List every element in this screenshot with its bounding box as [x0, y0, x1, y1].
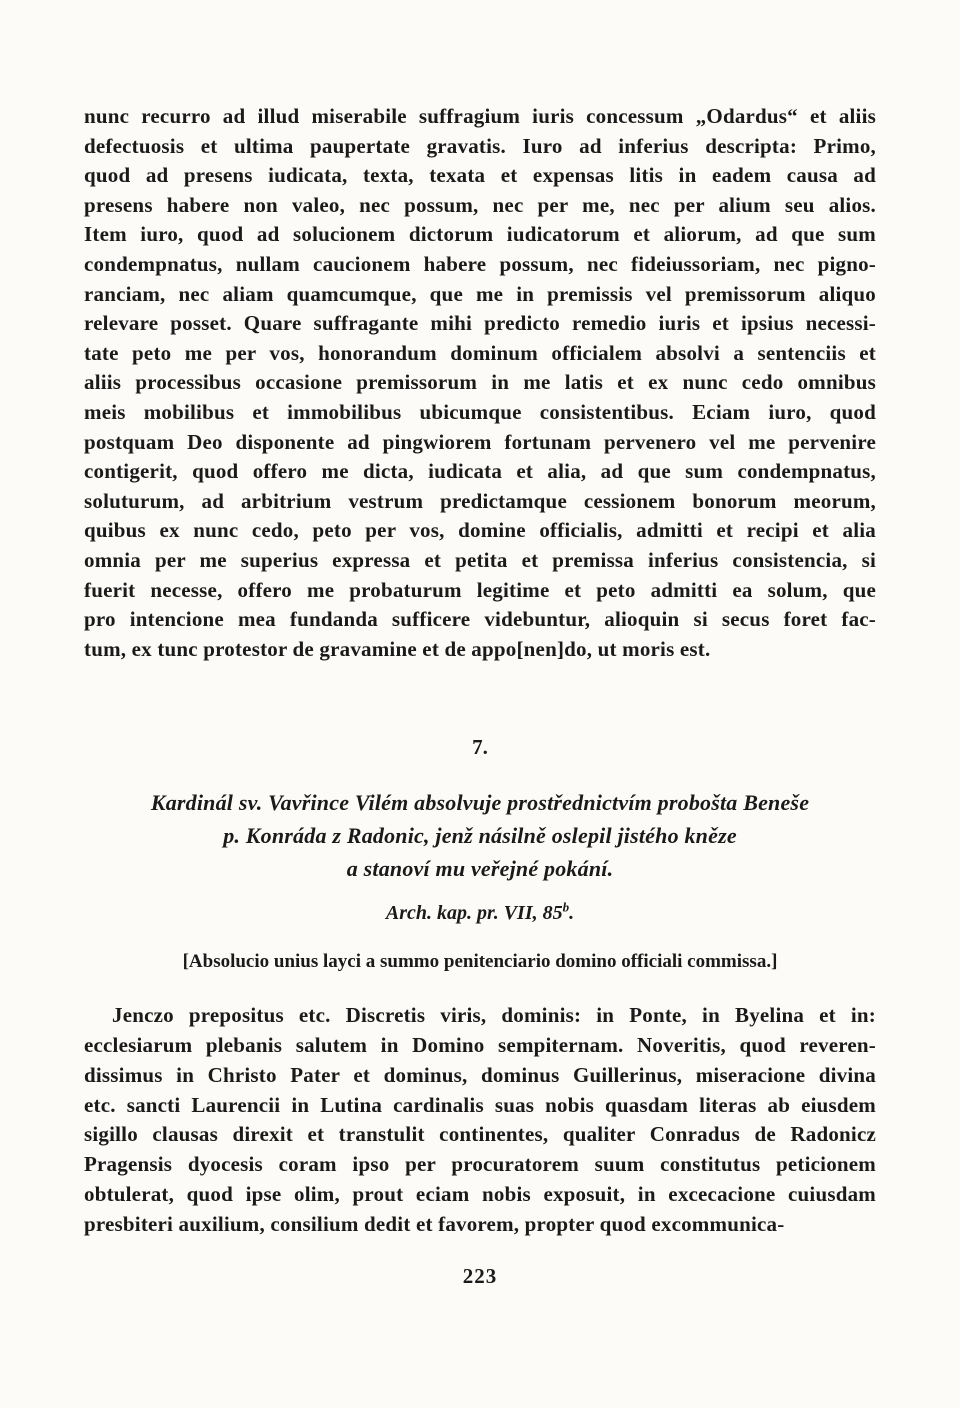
text-line: etc. sancti Laurencii in Lutina cardinalis suas nobis quasdam literas ab eiusdem — [84, 1092, 876, 1117]
text-line: presens habere non valeo, nec possum, nec per me, nec per alium seu alios. — [84, 192, 876, 217]
text-line: meis mobilibus et immobilibus ubicumque consistentibus. Eciam iuro, quod — [84, 399, 876, 424]
text-line: sigillo clausas direxit et transtulit continentes, qualiter Conradus de Radonicz — [84, 1122, 876, 1147]
source-main: Arch. kap. pr. VII, 85 — [385, 902, 563, 925]
page-number: 223 — [462, 1263, 498, 1288]
text-line: quod ad presens iudicata, texta, texata et expensas litis in eadem causa ad — [84, 163, 876, 188]
text-line: fuerit necesse, offero me probaturum legitime et peto admitti ea solum, que — [84, 577, 876, 602]
paragraph-2 — [84, 1001, 876, 1239]
section-title-line: p. Konráda z Radonic, jenž násilně oslepil jistého kněze — [223, 823, 737, 849]
paragraph-1 — [84, 102, 876, 664]
text-line: Pragensis dyocesis coram ipso per procuratorem suum constitutus peticionem — [84, 1152, 876, 1177]
text-line: Jenczo prepositus etc. Discretis viris, dominis: in Ponte, in Byelina et in: — [112, 1003, 876, 1028]
text-line: soluturum, ad arbitrium vestrum predictamque cessionem bonorum meorum, — [84, 488, 876, 513]
text-line: condempnatus, nullam caucionem habere possum, nec fideiussoriam, nec pigno- — [84, 251, 876, 276]
abstract-note: [Absolucio unius layci a summo penitenciario domino officiali commissa.] — [182, 951, 778, 973]
text-line: relevare posset. Quare suffragante mihi predicto remedio iuris et ipsius necessi- — [84, 311, 876, 336]
text-line: pro intencione mea fundanda sufficere videbuntur, alioquin si secus foret fac- — [84, 607, 876, 632]
text-line: nunc recurro ad illud miserabile suffragium iuris concessum „Odardus“ et aliis — [84, 104, 876, 128]
text-line: omnia per me superius expressa et petita et premissa inferius consistencia, si — [84, 547, 876, 572]
section-title — [84, 786, 876, 885]
text-line: ranciam, nec aliam quamcumque, que me in premissis vel premissorum aliquo — [84, 281, 876, 306]
text-line: tate peto me per vos, honorandum dominum officialem absolvi a sentenciis et — [84, 340, 876, 365]
text-line: dissimus in Christo Pater et dominus, dominus Guillerinus, miseracione divina — [84, 1062, 876, 1087]
text-block — [84, 102, 876, 1289]
source-reference — [84, 899, 876, 927]
text-line: postquam Deo disponente ad pingwiorem fortunam pervenero vel me pervenire — [84, 429, 876, 454]
section-title-line: a stanoví mu veřejné pokání. — [346, 856, 614, 882]
text-line: contigerit, quod offero me dicta, iudicata et alia, ad que sum condempnatus, — [84, 459, 876, 484]
section-title-line: Kardinál sv. Vavřince Vilém absolvuje prostřednictvím probošta Beneše — [150, 790, 810, 816]
text-line: defectuosis et ultima paupertate gravatis. Iuro ad inferius descripta: Primo, — [84, 133, 876, 158]
text-line: quibus ex nunc cedo, peto per vos, domine officialis, admitti et recipi et alia — [84, 518, 876, 543]
text-line: Item iuro, quod ad solucionem dictorum iudicatorum et aliorum, ad que sum — [84, 222, 876, 247]
section-number: 7. — [472, 735, 488, 760]
source-tail: . — [569, 902, 575, 925]
text-line: aliis processibus occasione premissorum in me latis et ex nunc cedo omnibus — [84, 370, 876, 395]
source-superscript: b — [562, 899, 570, 915]
text-line: ecclesiarum plebanis salutem in Domino sempiternam. Noveritis, quod reveren- — [84, 1033, 876, 1058]
text-line: tum, ex tunc protestor de gravamine et de appo[nen]do, ut moris est. — [84, 636, 711, 661]
text-line: presbiteri auxilium, consilium dedit et favorem, propter quod excommunica- — [84, 1211, 785, 1236]
text-line: obtulerat, quod ipse olim, prout eciam nobis exposuit, in excecacione cuiusdam — [84, 1182, 876, 1207]
